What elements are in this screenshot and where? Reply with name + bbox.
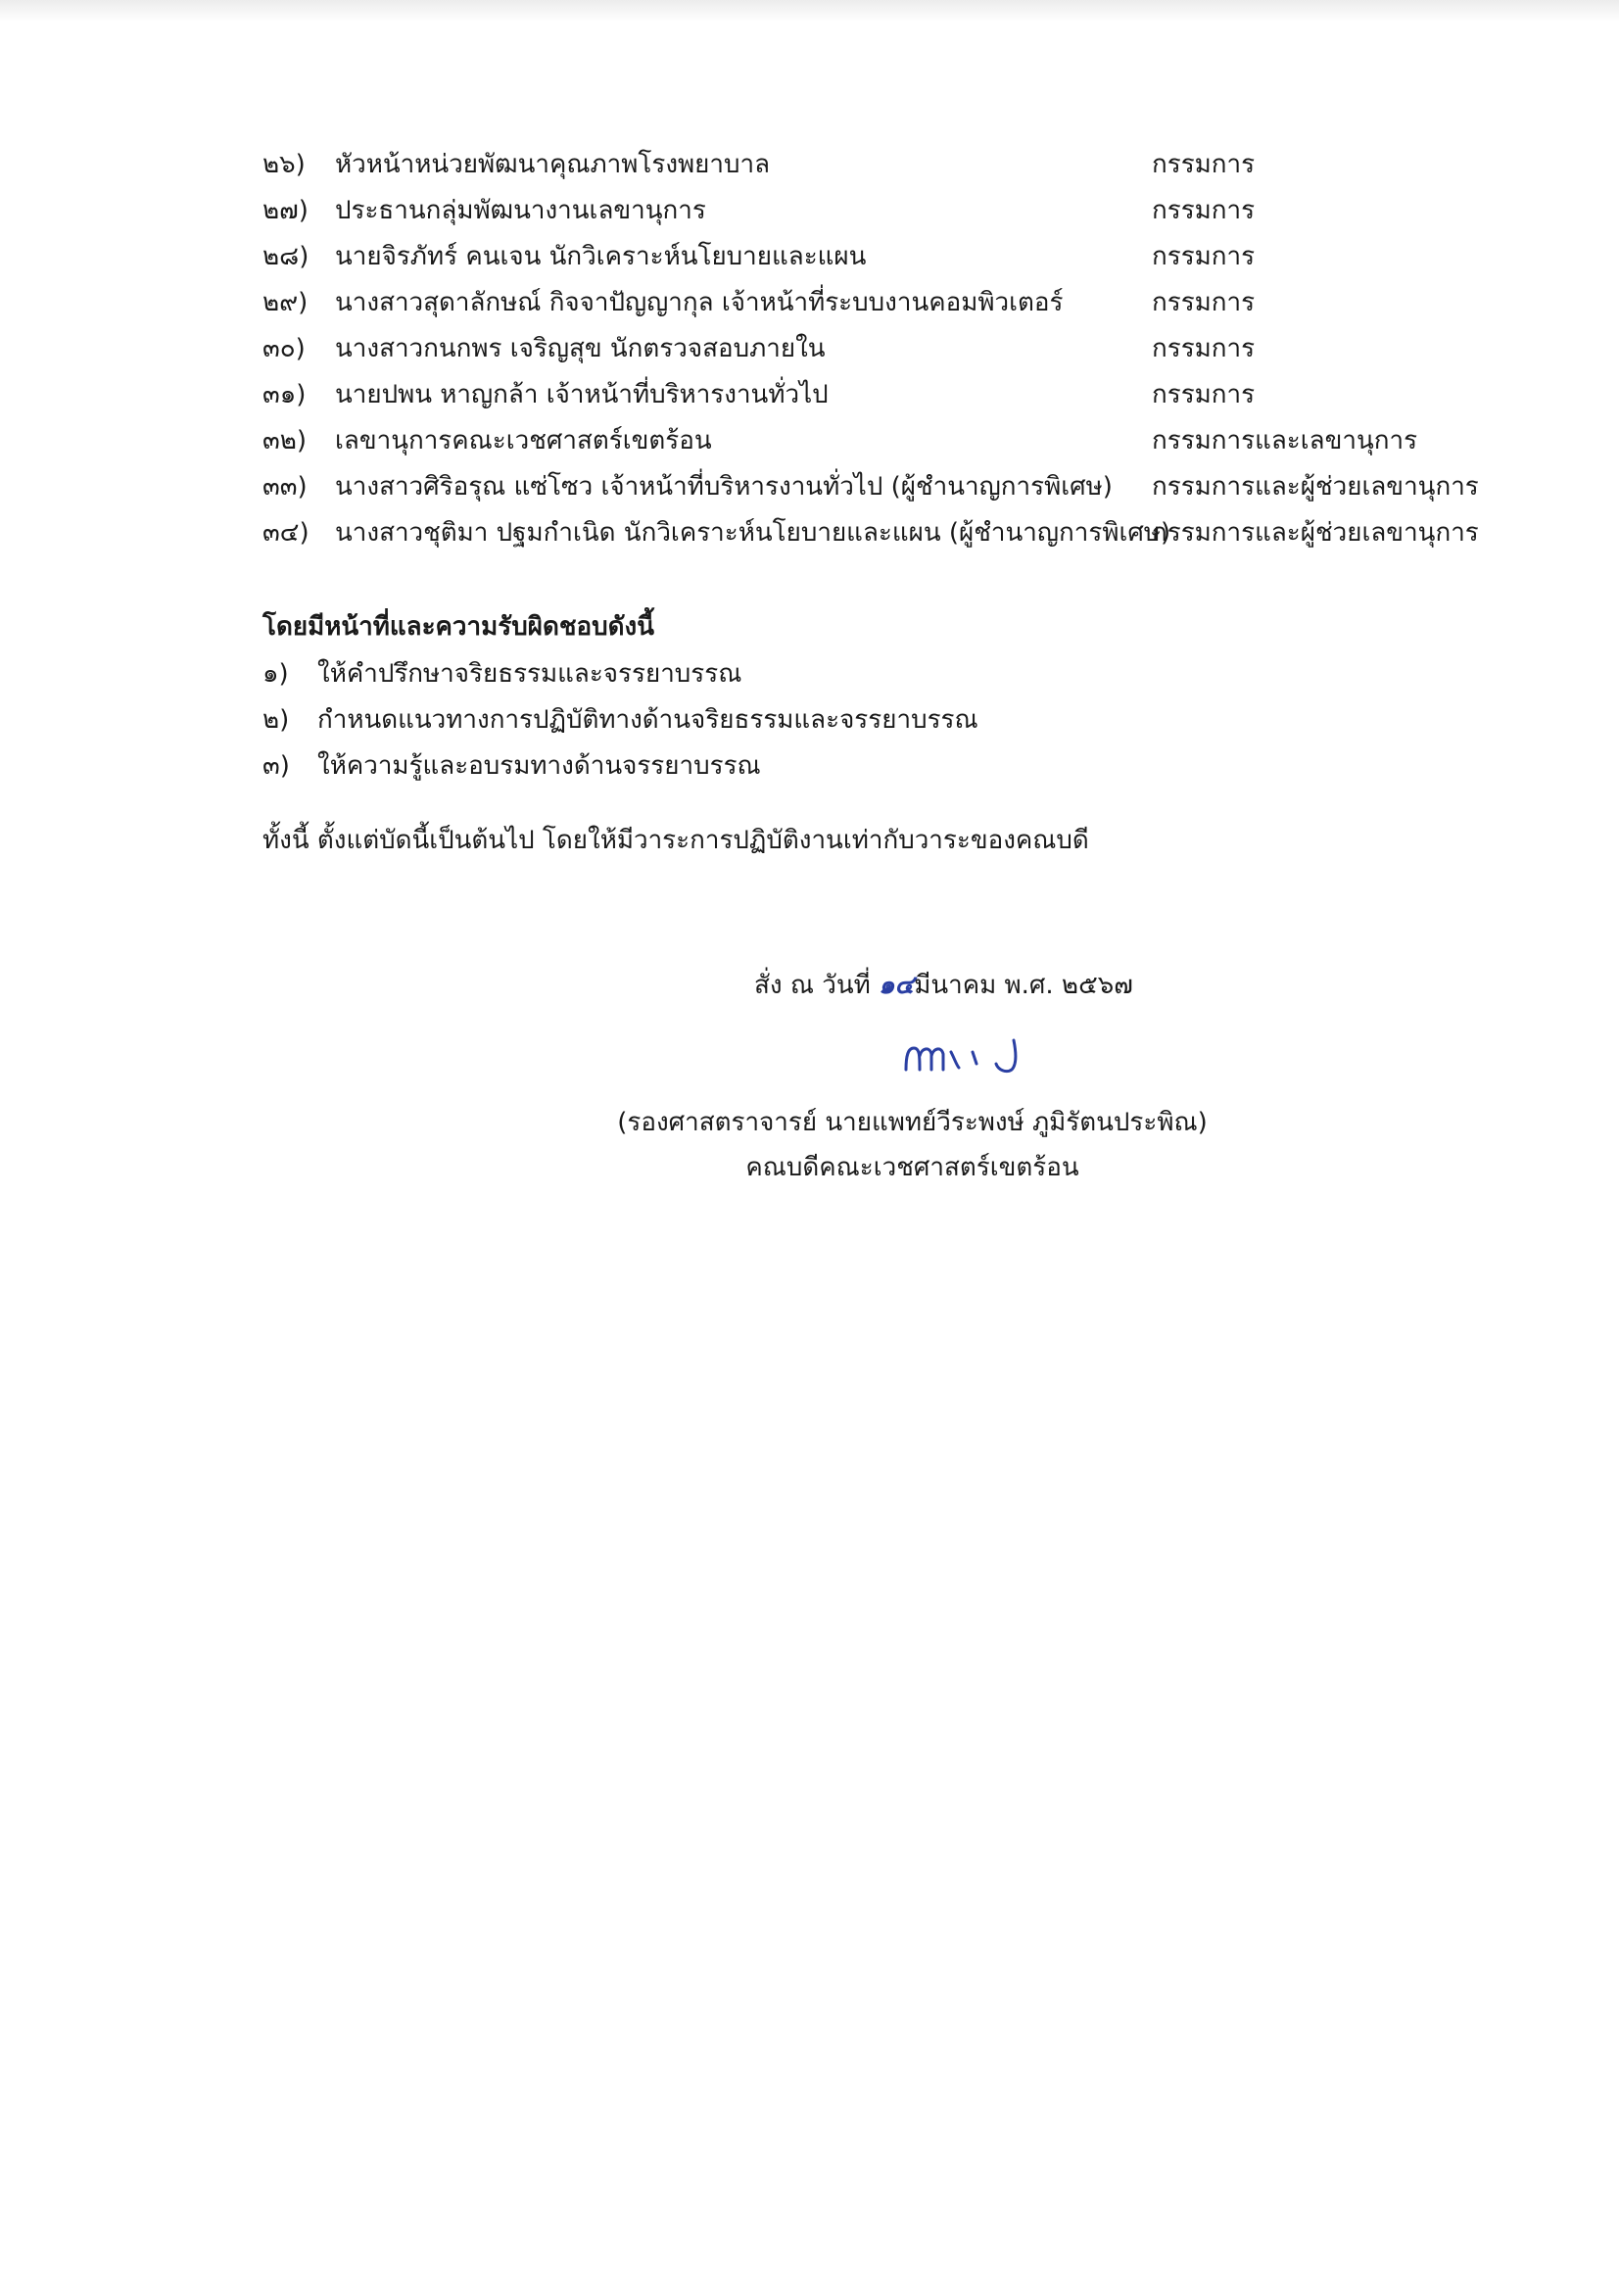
order-date-month-year: มีนาคม พ.ศ. ๒๕๖๗ — [914, 971, 1133, 1000]
order-date — [754, 970, 1133, 1001]
member-row — [262, 241, 1477, 280]
member-description: นางสาวกนกพร เจริญสุข นักตรวจสอบภายใน — [335, 334, 826, 363]
member-number: ๒๘) — [262, 242, 310, 271]
member-role: กรรมการและผู้ช่วยเลขานุการ — [1152, 518, 1479, 548]
duty-text: ให้ความรู้และอบรมทางด้านจรรยาบรรณ — [317, 751, 761, 781]
order-date-day: ๑๔ — [879, 971, 915, 1000]
member-number: ๒๙) — [262, 288, 309, 317]
member-description: นางสาวศิริอรุณ แซ่โซว เจ้าหน้าที่บริหารงานทั่วไป (ผู้ชำนาญการพิเศษ) — [335, 472, 1113, 502]
duty-number: ๑) — [262, 659, 289, 689]
member-role: กรรมการ — [1152, 380, 1256, 409]
member-row — [262, 149, 1477, 188]
member-description: นายจิรภัทร์ คนเจน นักวิเคราะห์นโยบายและแผน — [335, 242, 867, 271]
member-number: ๓๓) — [262, 472, 308, 502]
member-number: ๓๔) — [262, 518, 310, 548]
member-role: กรรมการและผู้ช่วยเลขานุการ — [1152, 472, 1479, 502]
member-description: นางสาวชุติมา ปฐมกำเนิด นักวิเคราะห์นโยบายและแผน (ผู้ชำนาญการพิเศษ) — [335, 518, 1171, 548]
member-row — [262, 517, 1477, 556]
handwritten-signature — [896, 1027, 1063, 1085]
member-row — [262, 195, 1477, 234]
duty-number: ๒) — [262, 705, 290, 735]
scan-edge-shadow — [0, 0, 1619, 22]
duty-number: ๓) — [262, 751, 290, 781]
member-description: หัวหน้าหน่วยพัฒนาคุณภาพโรงพยาบาล — [335, 150, 771, 179]
member-row — [262, 379, 1477, 418]
member-description: นายปพน หาญกล้า เจ้าหน้าที่บริหารงานทั่วไป — [335, 380, 829, 409]
member-number: ๓๒) — [262, 426, 308, 455]
member-role: กรรมการ — [1152, 242, 1256, 271]
duty-text: ให้คำปรึกษาจริยธรรมและจรรยาบรรณ — [317, 659, 742, 689]
member-row — [262, 333, 1477, 372]
closing-statement: ทั้งนี้ ตั้งแต่บัดนี้เป็นต้นไป โดยให้มีวาระการปฏิบัติงานเท่ากับวาระของคณบดี — [262, 826, 1089, 855]
duty-text: กำหนดแนวทางการปฏิบัติทางด้านจริยธรรมและจรรยาบรรณ — [317, 705, 978, 735]
order-date-prefix: สั่ง ณ วันที่ — [754, 971, 871, 1000]
member-role: กรรมการและเลขานุการ — [1152, 426, 1418, 455]
member-description: นางสาวสุดาลักษณ์ กิจจาปัญญากุล เจ้าหน้าที่ระบบงานคอมพิวเตอร์ — [335, 288, 1064, 317]
member-role: กรรมการ — [1152, 196, 1256, 225]
signer-name: (รองศาสตราจารย์ นายแพทย์วีระพงษ์ ภูมิรัตนประพิณ) — [617, 1108, 1208, 1137]
member-number: ๒๖) — [262, 150, 306, 179]
member-role: กรรมการ — [1152, 334, 1256, 363]
signer-position: คณบดีคณะเวชศาสตร์เขตร้อน — [745, 1153, 1079, 1182]
member-number: ๓๑) — [262, 380, 307, 409]
member-row — [262, 471, 1477, 510]
duties-heading: โดยมีหน้าที่และความรับผิดชอบดังนี้ — [262, 612, 654, 642]
member-role: กรรมการ — [1152, 150, 1256, 179]
member-row — [262, 287, 1477, 326]
member-description: ประธานกลุ่มพัฒนางานเลขานุการ — [335, 196, 706, 225]
member-description: เลขานุการคณะเวชศาสตร์เขตร้อน — [335, 426, 712, 455]
member-number: ๒๗) — [262, 196, 309, 225]
member-role: กรรมการ — [1152, 288, 1256, 317]
member-row — [262, 425, 1477, 464]
member-number: ๓๐) — [262, 334, 306, 363]
